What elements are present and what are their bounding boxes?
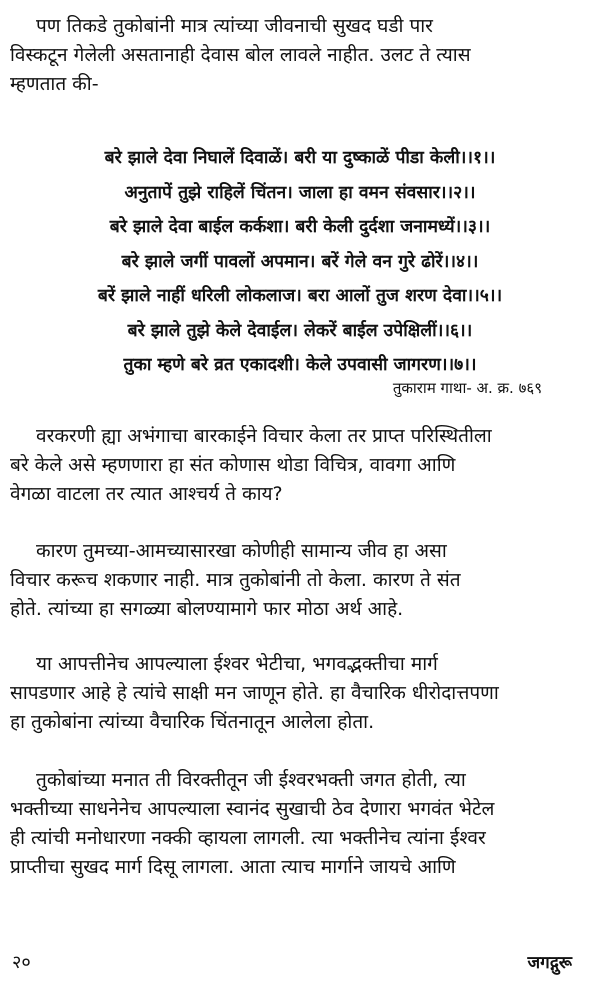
paragraph-line: तुकोबांच्या मनात ती विरक्तीतून जी ईश्वरभक्ती जगत होती, त्या [36,769,466,791]
verse-line: बरे झाले देवा निघालें दिवाळें। बरी या दुष्काळें पीडा केली।।१।। [104,148,496,168]
paragraph-line: सापडणार आहे हे त्यांचे साक्षी मन जाणून होते. हा वैचारिक धीरोदात्तपणा [10,682,499,704]
abhang-verse [40,141,560,383]
verse-line: बरे झाले देवा बाईल कर्कशा। बरी केली दुर्दशा जनामध्यें।।३।। [109,217,491,237]
body-paragraph-1 [10,422,585,509]
intro-paragraph [10,12,585,99]
paragraph-line: विचार करूच शकणार नाही. मात्र तुकोबांनी तो केला. कारण ते संत [10,569,461,591]
paragraph-line: बरे केले असे म्हणणारा हा संत कोणास थोडा विचित्र, वावगा आणि [10,454,456,476]
intro-line: पण तिकडे तुकोबांनी मात्र त्यांच्या जीवनाची सुखद घडी पार [36,15,433,37]
paragraph-line: कारण तुमच्या-आमच्यासारखा कोणीही सामान्य जीव हा असा [36,540,447,562]
paragraph-line: प्राप्तीचा सुखद मार्ग दिसू लागला. आता त्याच मार्गाने जायचे आणि [10,856,456,878]
body-paragraph-4 [10,766,585,882]
body-paragraph-3 [10,650,585,737]
intro-line: विस्कटून गेलेली असतानाही देवास बोल लावले नाहीत. उलट ते त्यास [10,44,471,66]
paragraph-line: वरकरणी ह्या अभंगाचा बारकाईने विचार केला तर प्राप्त परिस्थितीला [36,425,492,447]
paragraph-line: हा तुकोबांना त्यांच्या वैचारिक चिंतनातून आलेला होता. [10,711,375,733]
verse-line: तुका म्हणे बरे व्रत एकादशी। केले उपवासी जागरण।।७।। [123,355,477,375]
paragraph-line: भक्तीच्या साधनेनेच आपल्याला स्वानंद सुखाची ठेव देणारा भगवंत भेटेल [10,798,495,820]
verse-line: बरे झाले जगीं पावलों अपमान। बरें गेले वन गुरे ढोरें।।४।। [121,251,479,272]
paragraph-line: होते. त्यांच्या हा सगळ्या बोलण्यामागे फार मोठा अर्थ आहे. [10,598,404,620]
paragraph-line: वेगळा वाटला तर त्यात आश्चर्य ते काय? [10,483,283,505]
page-number: २० [12,952,31,973]
intro-line: म्हणतात की- [10,73,99,95]
paragraph-line: ही त्यांची मनोधारणा नक्की व्हायला लागली. त्या भक्तीनेच त्यांना ईश्वर [10,827,486,849]
running-title: जगद्गुरू [527,953,572,973]
paragraph-line: या आपत्तीनेच आपल्याला ईश्वर भेटीचा, भगवद्भक्तीचा मार्ग [36,653,438,675]
verse-line: बरे झाले तुझे केले देवाईल। लेकरें बाईल उपेक्षिलीं।।६।। [127,320,473,341]
verse-line: अनुतापें तुझे राहिलें चिंतन। जाला हा वमन संवसार।।२।। [124,182,476,203]
verse-citation: तुकाराम गाथा- अ. क्र. ७६९ [392,379,542,397]
body-paragraph-2 [10,537,585,624]
verse-line: बरें झाले नाहीं धरिली लोकलाज। बरा आलों तुज शरण देवा।।५।। [97,286,503,306]
